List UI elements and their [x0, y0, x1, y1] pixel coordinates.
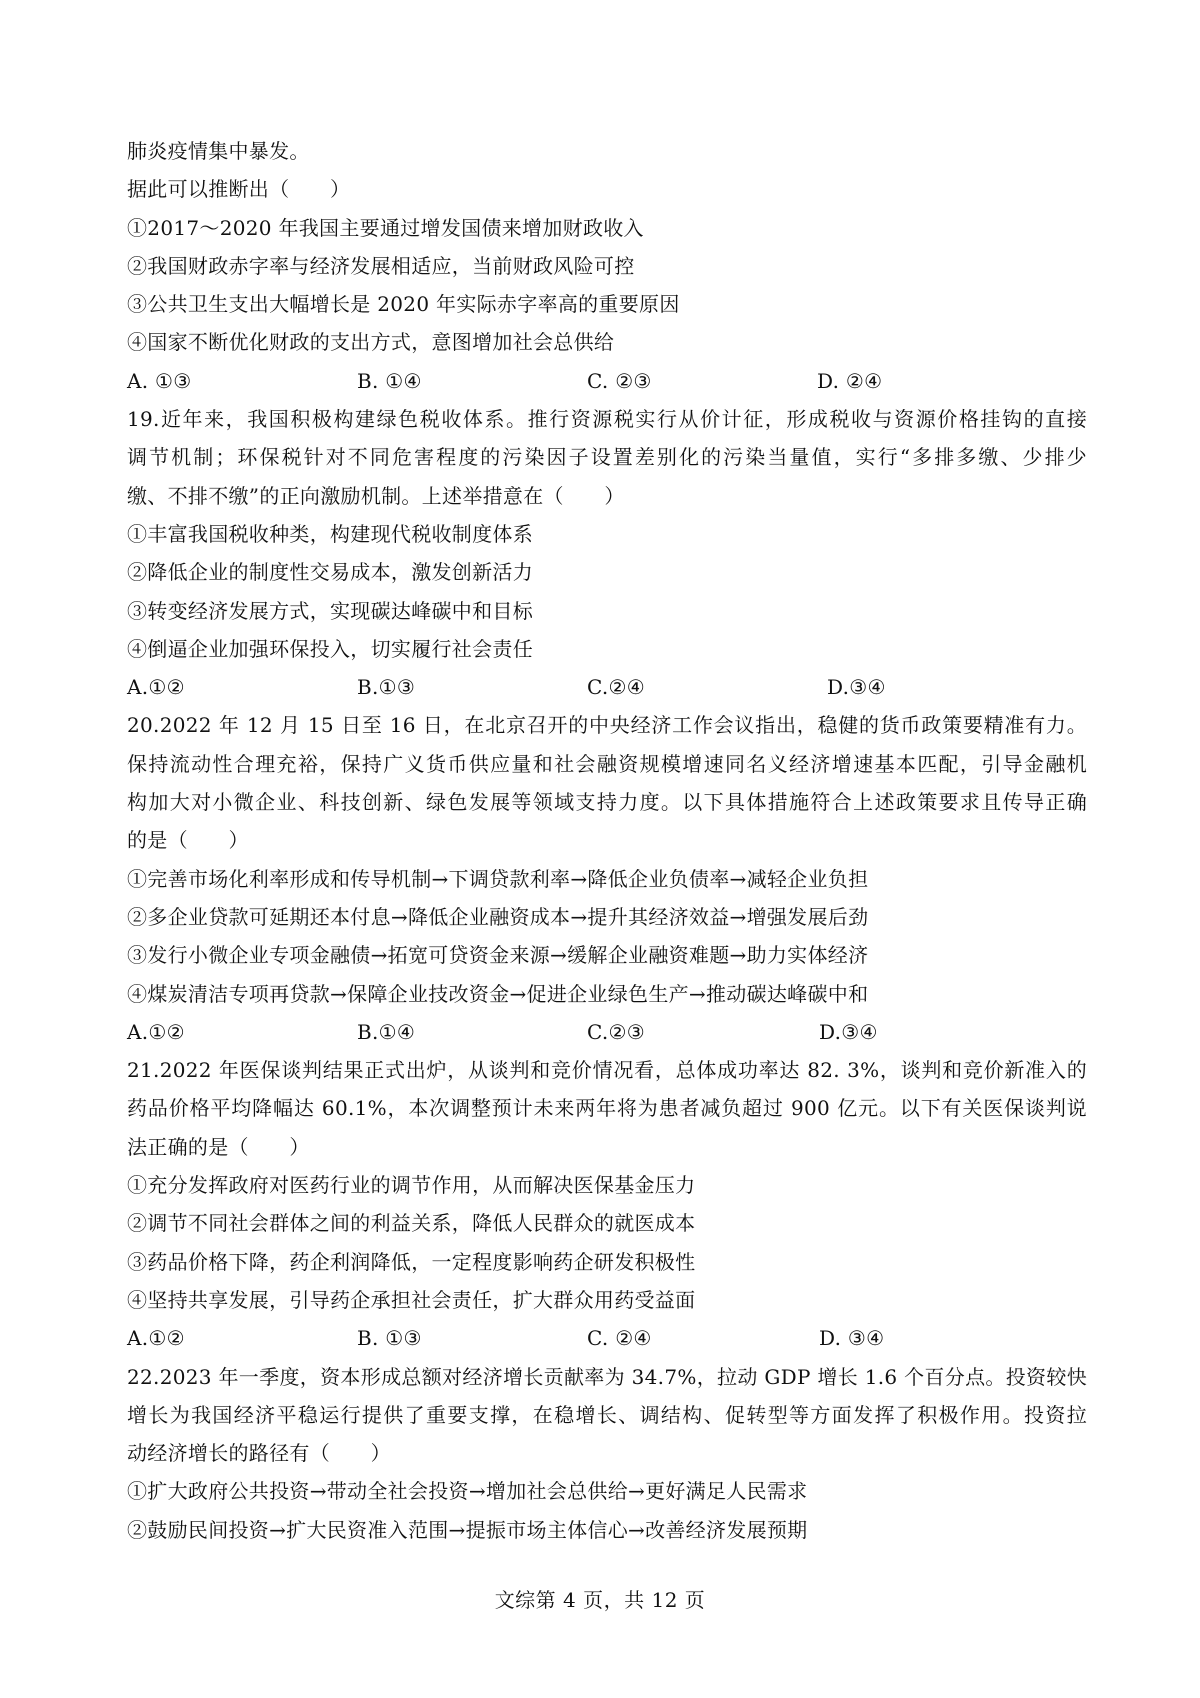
option-a: A.①② — [127, 1326, 185, 1351]
statement-item: ①2017～2020 年我国主要通过增发国债来增加财政收入 — [127, 215, 644, 240]
text-line: 肺炎疫情集中暴发。 — [127, 139, 310, 163]
question-stem: 19.近年来，我国积极构建绿色税收体系。推行资源税实行从价计征，形成税收与资源价格挂钩的直接 — [127, 407, 1087, 432]
option-d: D. ③④ — [819, 1326, 885, 1351]
question-stem: 缴、不排不缴”的正向激励机制。上述举措意在（ ） — [127, 483, 625, 508]
option-c: C. ②④ — [587, 1326, 652, 1351]
statement-item: ③发行小微企业专项金融债→拓宽可贷资金来源→缓解企业融资难题→助力实体经济 — [127, 943, 869, 968]
statement-item: ③转变经济发展方式，实现碳达峰碳中和目标 — [127, 598, 533, 623]
page-footer: 文综第 4 页，共 12 页 — [494, 1588, 706, 1612]
answer-options — [127, 362, 1087, 400]
question-stem: 21.2022 年医保谈判结果正式出炉，从谈判和竞价情况看，总体成功率达 82. 3%，谈判和竞价新准入的 — [127, 1058, 1087, 1083]
page-content — [127, 132, 1087, 1549]
option-a: A.①② — [127, 1019, 185, 1044]
question-stem: 动经济增长的路径有（ ） — [127, 1441, 391, 1466]
option-b: B. ①④ — [357, 368, 422, 393]
question-stem: 药品价格平均降幅达 60.1%，本次调整预计未来两年将为患者减负超过 900 亿元。以下有关医保谈判说 — [127, 1096, 1087, 1121]
option-c: C.②④ — [587, 675, 646, 700]
question-prompt: 据此可以推断出（ ） — [127, 177, 351, 202]
statement-item: ①扩大政府公共投资→带动全社会投资→增加社会总供给→更好满足人民需求 — [127, 1479, 808, 1504]
answer-options — [127, 1013, 1087, 1051]
statement-item: ④倒逼企业加强环保投入，切实履行社会责任 — [127, 636, 533, 661]
statement-item: ②多企业贷款可延期还本付息→降低企业融资成本→提升其经济效益→增强发展后劲 — [127, 904, 869, 929]
option-a: A. ①③ — [127, 368, 192, 393]
option-c: C.②③ — [587, 1019, 646, 1044]
option-c: C. ②③ — [587, 368, 652, 393]
statement-item: ②鼓励民间投资→扩大民资准入范围→提振市场主体信心→改善经济发展预期 — [127, 1517, 808, 1542]
option-b: B.①③ — [357, 675, 416, 700]
option-d: D. ②④ — [817, 368, 883, 393]
question-stem: 增长为我国经济平稳运行提供了重要支撑，在稳增长、调结构、促转型等方面发挥了积极作用。投资拉 — [127, 1402, 1087, 1427]
statement-item: ④国家不断优化财政的支出方式，意图增加社会总供给 — [127, 330, 615, 355]
question-stem: 法正确的是（ ） — [127, 1134, 310, 1159]
question-stem: 20.2022 年 12 月 15 日至 16 日，在北京召开的中央经济工作会议指出，稳健的货币政策要精准有力。 — [127, 713, 1087, 738]
question-stem: 的是（ ） — [127, 828, 249, 853]
option-b: B. ①③ — [357, 1326, 422, 1351]
statement-item: ①完善市场化利率形成和传导机制→下调贷款利率→降低企业负债率→减轻企业负担 — [127, 866, 869, 891]
statement-item: ③公共卫生支出大幅增长是 2020 年实际赤字率高的重要原因 — [127, 292, 680, 317]
option-a: A.①② — [127, 675, 185, 700]
question-stem: 22.2023 年一季度，资本形成总额对经济增长贡献率为 34.7%，拉动 GDP 增长 1.6 个百分点。投资较快 — [127, 1364, 1087, 1389]
answer-options — [127, 1319, 1087, 1357]
question-stem: 保持流动性合理充裕，保持广义货币供应量和社会融资规模增速同名义经济增速基本匹配，引导金融机 — [127, 751, 1087, 776]
statement-item: ③药品价格下降，药企利润降低，一定程度影响药企研发积极性 — [127, 1249, 696, 1274]
statement-item: ①丰富我国税收种类，构建现代税收制度体系 — [127, 521, 533, 546]
statement-item: ④坚持共享发展，引导药企承担社会责任，扩大群众用药受益面 — [127, 1287, 696, 1312]
option-d: D.③④ — [827, 675, 886, 700]
statement-item: ②降低企业的制度性交易成本，激发创新活力 — [127, 560, 533, 585]
statement-item: ④煤炭清洁专项再贷款→保障企业技改资金→促进企业绿色生产→推动碳达峰碳中和 — [127, 981, 869, 1006]
answer-options — [127, 668, 1087, 706]
option-d: D.③④ — [819, 1019, 878, 1044]
statement-item: ②我国财政赤字率与经济发展相适应，当前财政风险可控 — [127, 253, 635, 278]
question-stem: 调节机制；环保税针对不同危害程度的污染因子设置差别化的污染当量值，实行“多排多缴、少排少 — [127, 445, 1087, 470]
question-stem: 构加大对小微企业、科技创新、绿色发展等领域支持力度。以下具体措施符合上述政策要求且传导正确 — [127, 790, 1087, 815]
option-b: B.①④ — [357, 1019, 416, 1044]
statement-item: ②调节不同社会群体之间的利益关系，降低人民群众的就医成本 — [127, 1211, 696, 1236]
statement-item: ①充分发挥政府对医药行业的调节作用，从而解决医保基金压力 — [127, 1173, 696, 1198]
